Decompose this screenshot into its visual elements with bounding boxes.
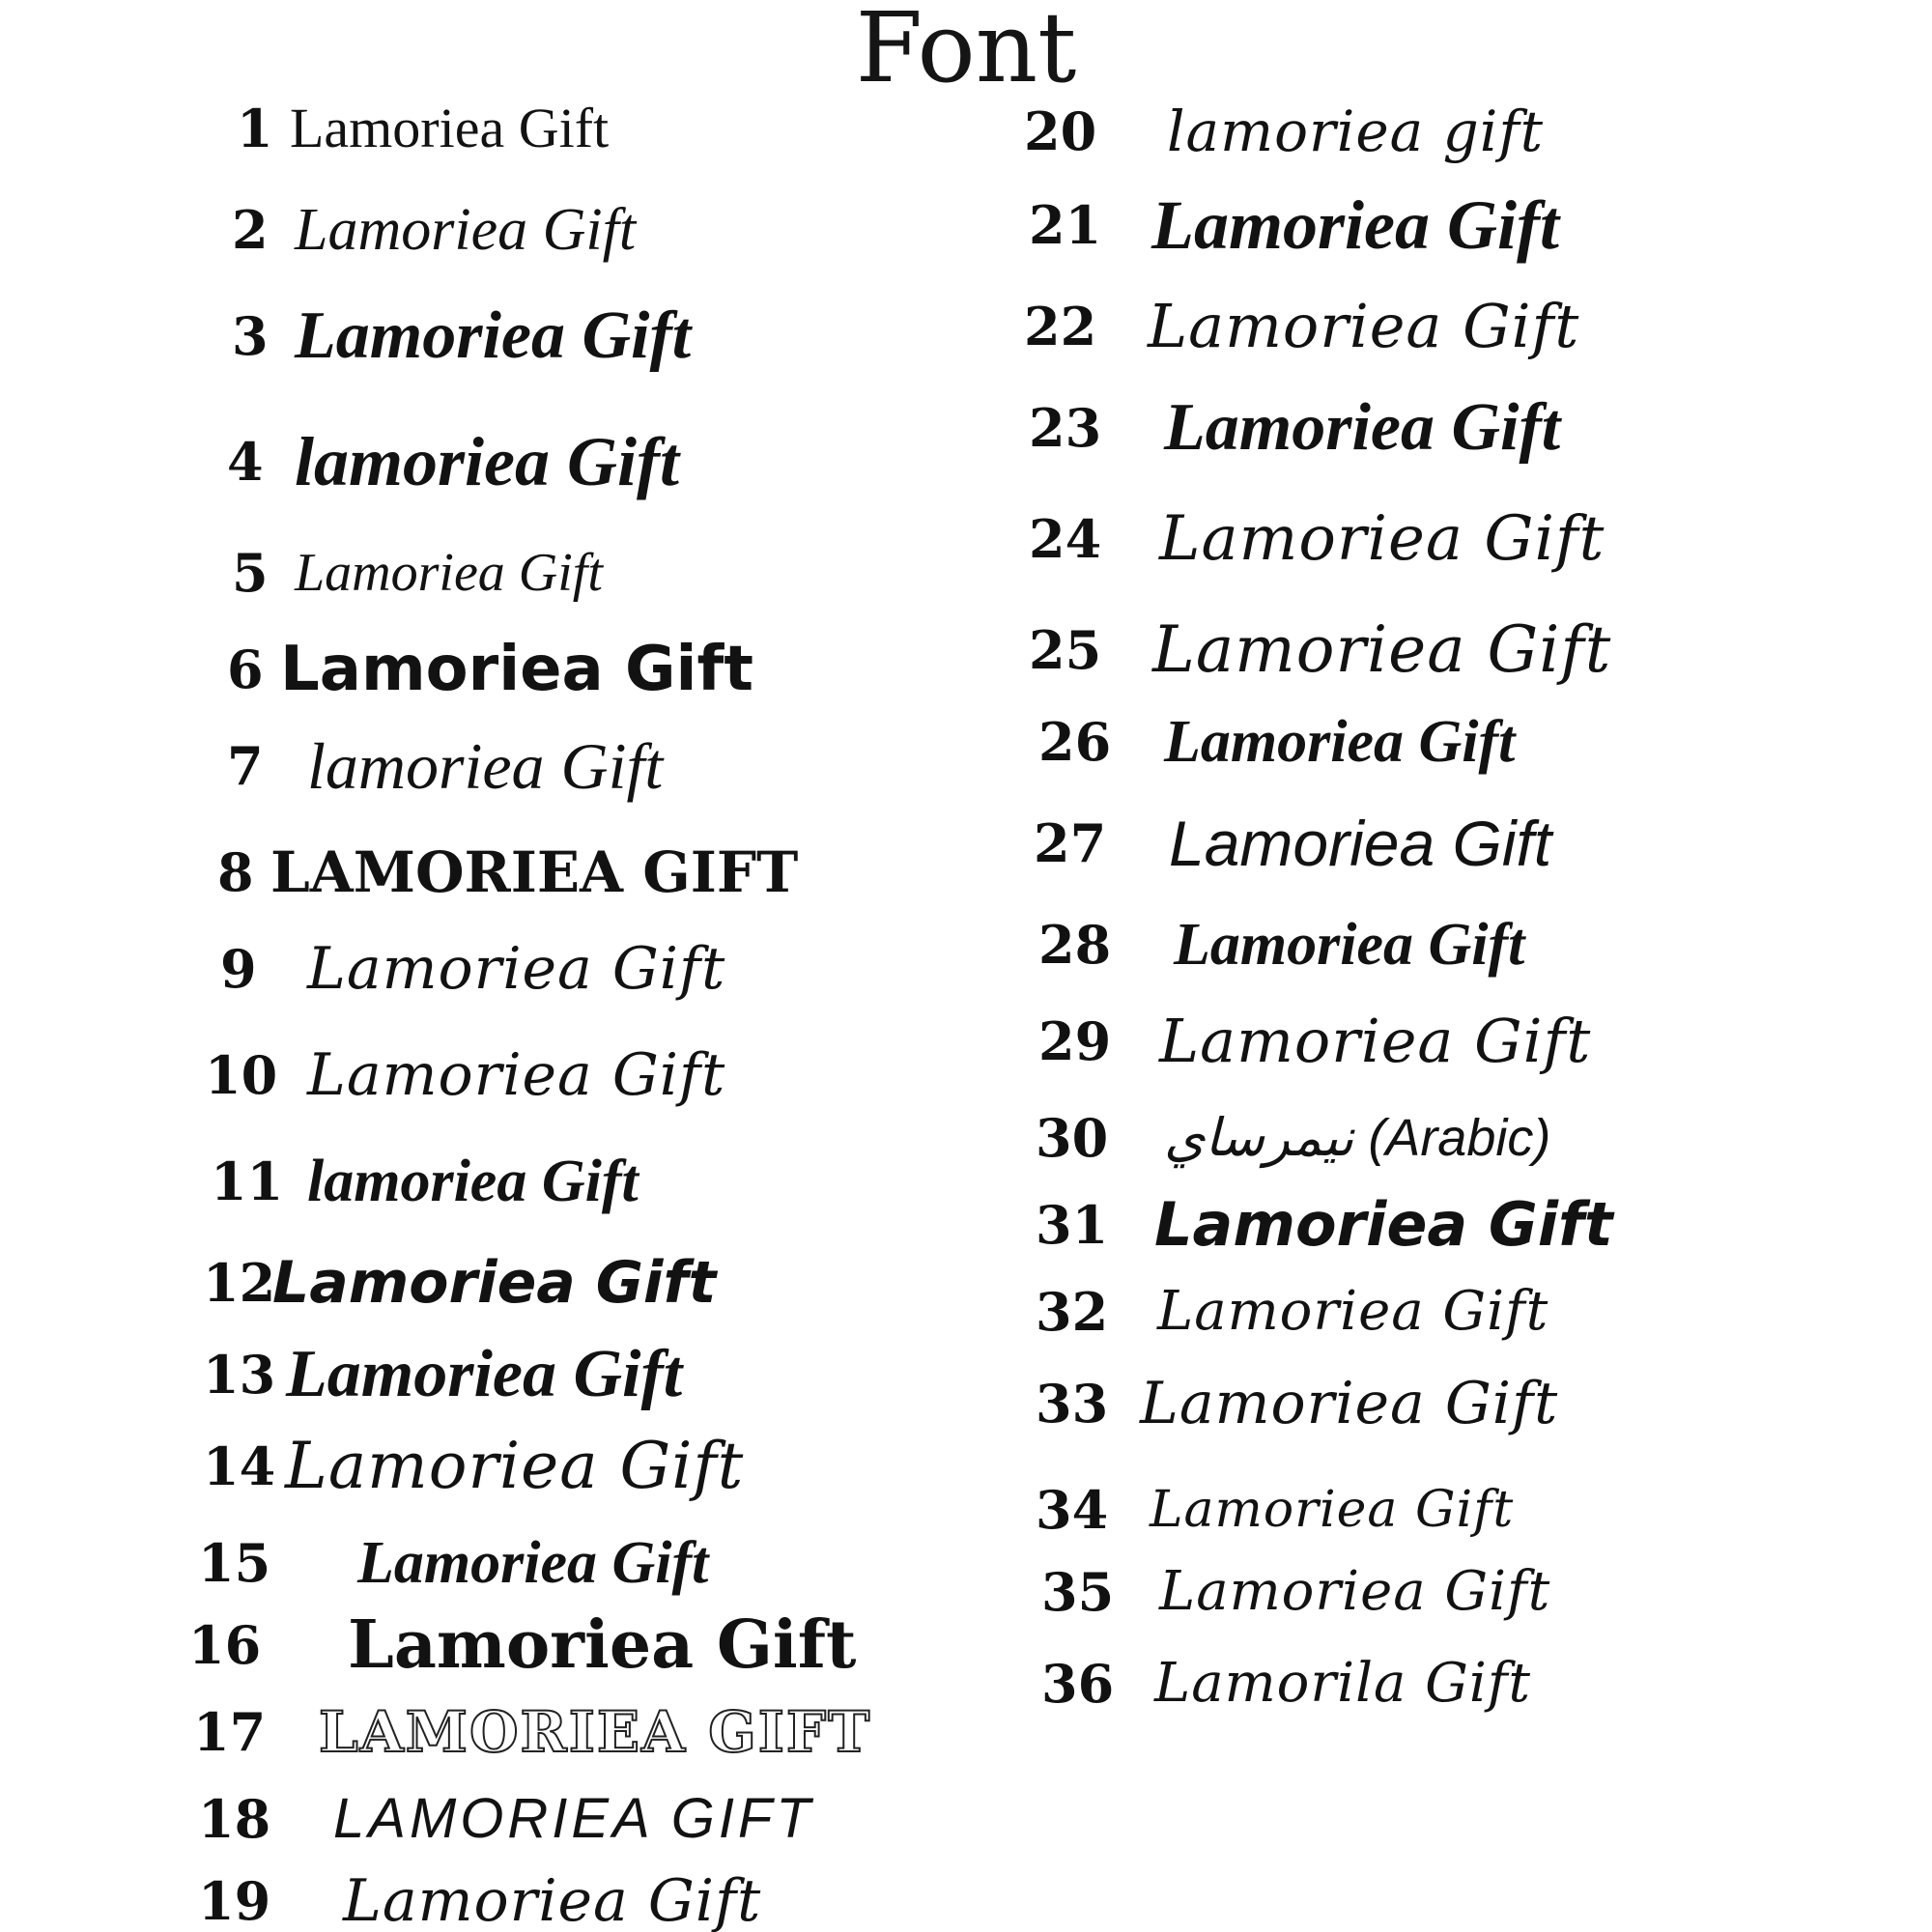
- font-option-36: [966, 1637, 1932, 1730]
- font-sample: Lamoriea Gift: [285, 1429, 745, 1503]
- font-sample: Lamoriea Gift: [1154, 1189, 1613, 1260]
- font-number: 27: [1034, 812, 1107, 874]
- font-option-22: [966, 280, 1932, 373]
- font-option-26: [966, 696, 1932, 788]
- font-sample: Lamoriea Gift: [1148, 291, 1580, 361]
- font-sample: Lamoriea Gift: [1140, 1370, 1559, 1437]
- font-sample: Lamoriea Gift: [295, 197, 637, 263]
- font-number: 11: [211, 1151, 284, 1212]
- font-sample: Lamoriea Gift: [307, 935, 726, 1003]
- font-sample: Lamoriea Gift: [280, 634, 753, 705]
- font-number: 1: [237, 98, 273, 159]
- font-sample: LAMORIEA GIFT: [333, 1787, 814, 1850]
- font-number: 10: [205, 1044, 278, 1106]
- font-option-8: [0, 826, 966, 919]
- font-sample: Lamoriea Gift: [343, 1867, 762, 1932]
- font-option-5: [0, 526, 966, 619]
- font-number: 35: [1041, 1561, 1115, 1623]
- font-sample: Lamoriea Gift: [1164, 390, 1561, 465]
- font-number: 25: [1029, 619, 1102, 681]
- font-sample: Lamoriea Gift: [295, 298, 692, 373]
- font-option-13: [0, 1328, 966, 1421]
- font-number: 26: [1038, 711, 1112, 773]
- font-option-27: [966, 797, 1932, 890]
- font-number: 5: [232, 542, 269, 604]
- font-sample: Lamoriea Gift: [307, 1041, 726, 1109]
- font-sample: Lamoriea Gift: [348, 1606, 857, 1684]
- font-option-34: [966, 1463, 1932, 1556]
- font-sample: Lamoriea Gift: [295, 543, 603, 603]
- font-option-17: [0, 1686, 966, 1778]
- font-list-right: [966, 0, 1932, 1932]
- font-number: 24: [1029, 508, 1102, 570]
- font-option-2: [0, 184, 966, 276]
- font-sample: LAMORIEA GIFT: [270, 839, 799, 905]
- font-option-35: [966, 1546, 1932, 1638]
- font-sample: Lamoriea Gift: [290, 97, 610, 159]
- font-number: 31: [1036, 1194, 1109, 1256]
- font-option-30: [966, 1092, 1932, 1184]
- font-option-9: [0, 923, 966, 1015]
- font-number: 29: [1038, 1010, 1112, 1072]
- font-number: 16: [188, 1614, 262, 1676]
- font-option-23: [966, 382, 1932, 474]
- font-sample: lamoriea Gift: [307, 1149, 639, 1214]
- font-sample: Lamoriea Gift: [1169, 808, 1552, 879]
- page-title: Font: [855, 0, 1077, 104]
- font-number: 7: [227, 735, 264, 797]
- font-option-18: [0, 1773, 966, 1865]
- font-option-16: [0, 1599, 966, 1691]
- font-option-24: [966, 493, 1932, 585]
- font-option-28: [966, 898, 1932, 991]
- font-option-14: [0, 1420, 966, 1513]
- font-option-33: [966, 1357, 1932, 1450]
- font-sample: Lamoriea Gift: [1152, 612, 1612, 687]
- font-number: 22: [1024, 296, 1097, 357]
- font-number: 6: [227, 639, 264, 700]
- font-sample: LAMORIEA GIFT: [319, 1699, 872, 1765]
- font-number: 14: [203, 1435, 276, 1497]
- font-sample: Lamoriea Gift: [286, 1337, 683, 1411]
- font-option-3: [0, 290, 966, 383]
- font-sample: lamoriea Gift: [295, 423, 679, 500]
- font-sample: Lamoriea Gift: [1164, 709, 1516, 775]
- font-number: 2: [232, 199, 269, 261]
- font-sample: Lamoriea Gift: [1159, 503, 1605, 575]
- font-number: 34: [1036, 1479, 1109, 1541]
- font-option-7: [0, 720, 966, 812]
- font-number: 13: [203, 1344, 276, 1406]
- font-number: 15: [198, 1532, 271, 1594]
- font-sample: Lamorila Gift: [1154, 1652, 1532, 1715]
- font-option-11: [0, 1135, 966, 1228]
- font-number: 12: [203, 1252, 276, 1314]
- font-number: 8: [217, 841, 254, 903]
- font-option-29: [966, 995, 1932, 1088]
- font-option-21: [966, 179, 1932, 271]
- font-sample: Lamoriea Gift: [1174, 912, 1525, 978]
- font-sample: Lamoriea Gift: [1159, 1560, 1551, 1623]
- font-sample: lamoriea gift: [1167, 99, 1545, 164]
- font-option-31: [966, 1179, 1932, 1271]
- font-sample: Lamoriea Gift: [1151, 186, 1559, 264]
- font-sample: Lamoriea Gift: [1150, 1481, 1515, 1539]
- font-number: 23: [1029, 397, 1102, 459]
- font-sample: Lamoriea Gift: [1159, 1006, 1592, 1076]
- font-number: 36: [1041, 1653, 1115, 1715]
- font-number: 33: [1036, 1373, 1109, 1435]
- font-number: 21: [1029, 194, 1102, 256]
- font-number: 32: [1036, 1281, 1109, 1343]
- font-option-12: [0, 1236, 966, 1329]
- font-number: 9: [220, 938, 257, 1000]
- font-number: 17: [193, 1701, 267, 1763]
- font-option-1: [0, 82, 966, 175]
- font-number: 19: [198, 1870, 271, 1932]
- font-option-19: [0, 1855, 966, 1932]
- font-number: 28: [1038, 914, 1112, 976]
- font-number: 20: [1024, 100, 1097, 162]
- font-sample: نيمرساي (Arabic): [1164, 1109, 1551, 1167]
- font-option-32: [966, 1265, 1932, 1358]
- font-sample: Lamoriea Gift: [272, 1249, 717, 1317]
- font-option-10: [0, 1029, 966, 1122]
- font-number: 18: [198, 1788, 271, 1850]
- font-number: 4: [227, 431, 264, 493]
- font-sample: lamoriea Gift: [307, 729, 664, 803]
- font-option-6: [0, 623, 966, 716]
- font-option-4: [0, 415, 966, 508]
- font-option-25: [966, 604, 1932, 696]
- font-option-15: [0, 1517, 966, 1609]
- font-number: 3: [232, 305, 269, 367]
- font-number: 30: [1036, 1107, 1109, 1169]
- font-sample: Lamoriea Gift: [357, 1530, 709, 1596]
- font-option-20: [966, 85, 1932, 178]
- font-sample: Lamoriea Gift: [1157, 1280, 1549, 1343]
